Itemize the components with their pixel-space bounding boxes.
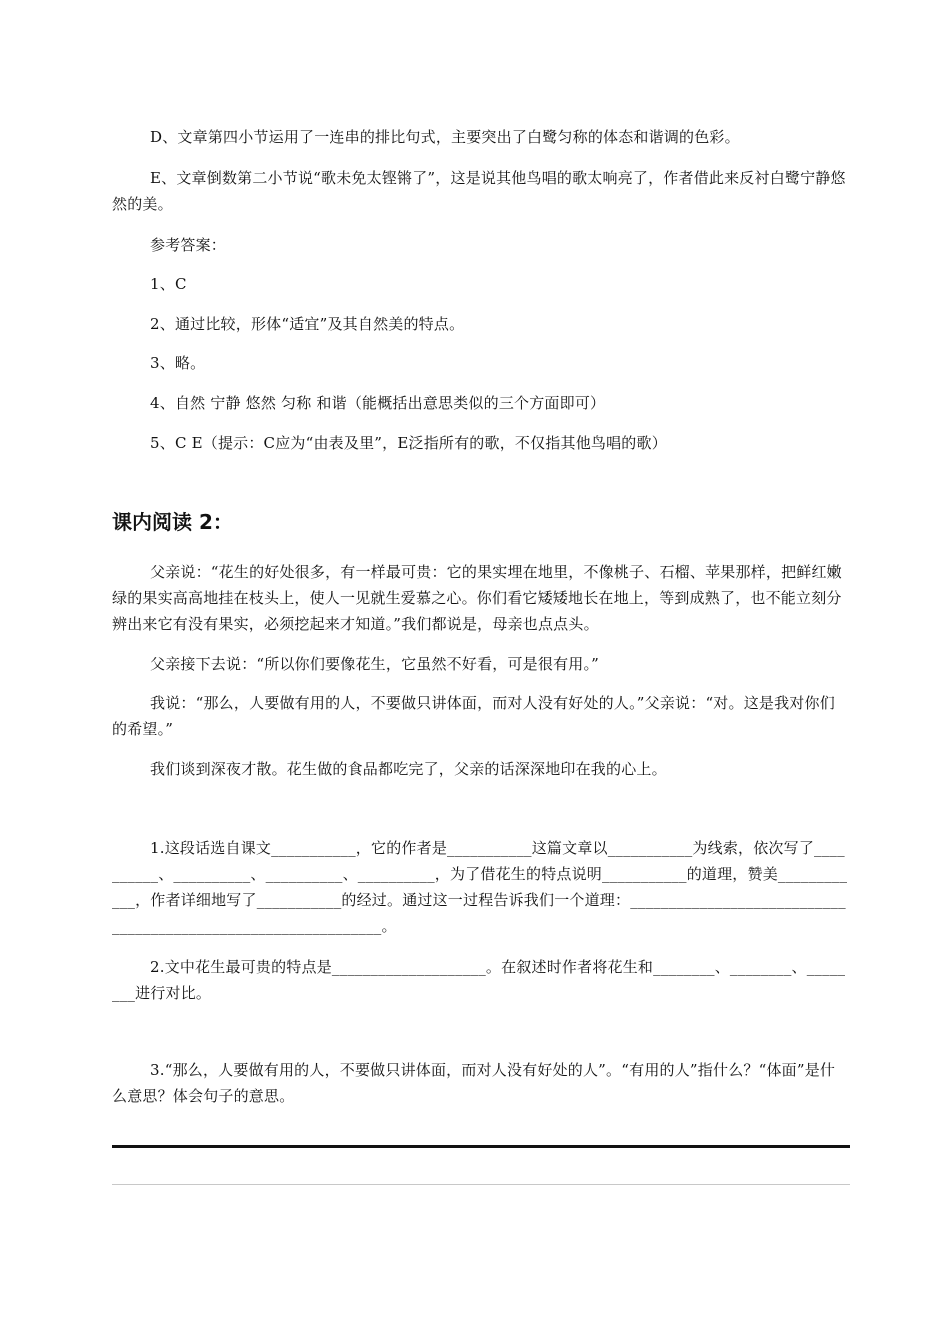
answer-3: 3、略。 <box>150 354 206 372</box>
answer-5: 5、C E（提示：C应为“由表及里”，E泛指所有的歌，不仅指其他鸟唱的歌） <box>150 434 667 452</box>
answer-1: 1、C <box>150 275 187 293</box>
question-2: 2.文中花生最可贵的特点是____________________。在叙述时作者将花生和________、________、________进行对比。 <box>112 958 846 1002</box>
answer-line-thin <box>112 1184 850 1185</box>
passage-paragraph-4: 我们谈到深夜才散。花生做的食品都吃完了，父亲的话深深地印在我的心上。 <box>150 760 667 778</box>
answer-4: 4、自然 宁静 悠然 匀称 和谐（能概括出意思类似的三个方面即可） <box>150 394 606 412</box>
answer-2: 2、通过比较，形体“适宜”及其自然美的特点。 <box>150 315 465 333</box>
answers-heading: 参考答案： <box>150 236 227 254</box>
question-3: 3.“那么，人要做有用的人，不要做只讲体面，而对人没有好处的人”。“有用的人”指什么？“体面”是什么意思？体会句子的意思。 <box>112 1061 836 1105</box>
passage-paragraph-3: 我说：“那么，人要做有用的人，不要做只讲体面，而对人没有好处的人。”父亲说：“对。这是我对你们的希望。” <box>112 694 835 738</box>
section-title: 课内阅读 2： <box>112 510 233 534</box>
passage-paragraph-2: 父亲接下去说：“所以你们要像花生，它虽然不好看，可是很有用。” <box>150 655 600 673</box>
answer-line-thick <box>112 1145 850 1148</box>
passage-paragraph-1: 父亲说：“花生的好处很多，有一样最可贵：它的果实埋在地里，不像桃子、石榴、苹果那样，把鲜红嫩绿的果实高高地挂在枝头上，使人一见就生爱慕之心。你们看它矮矮地长在地上，等到成熟了，也不能立刻分辨出来它有没有果实，必须挖起来才知道。”我们都说是，母亲也点点头。 <box>112 563 842 633</box>
option-d: D、文章第四小节运用了一连串的排比句式，主要突出了白鹭匀称的体态和谐调的色彩。 <box>150 128 740 146</box>
option-e: E、文章倒数第二小节说“歌未免太铿锵了”，这是说其他鸟唱的歌太响亮了，作者借此来反衬白鹭宁静悠然的美。 <box>112 169 846 213</box>
question-1: 1.这段话选自课文___________，它的作者是___________这篇文章以___________为线索，依次写了__________、__________、__________、__________，为了借花生的特点说明___________的道理，赞美____________，作者详细地写了___________的经过。通过这一过程告诉我们一个道理：_______________________________________________________________。 <box>112 839 848 935</box>
